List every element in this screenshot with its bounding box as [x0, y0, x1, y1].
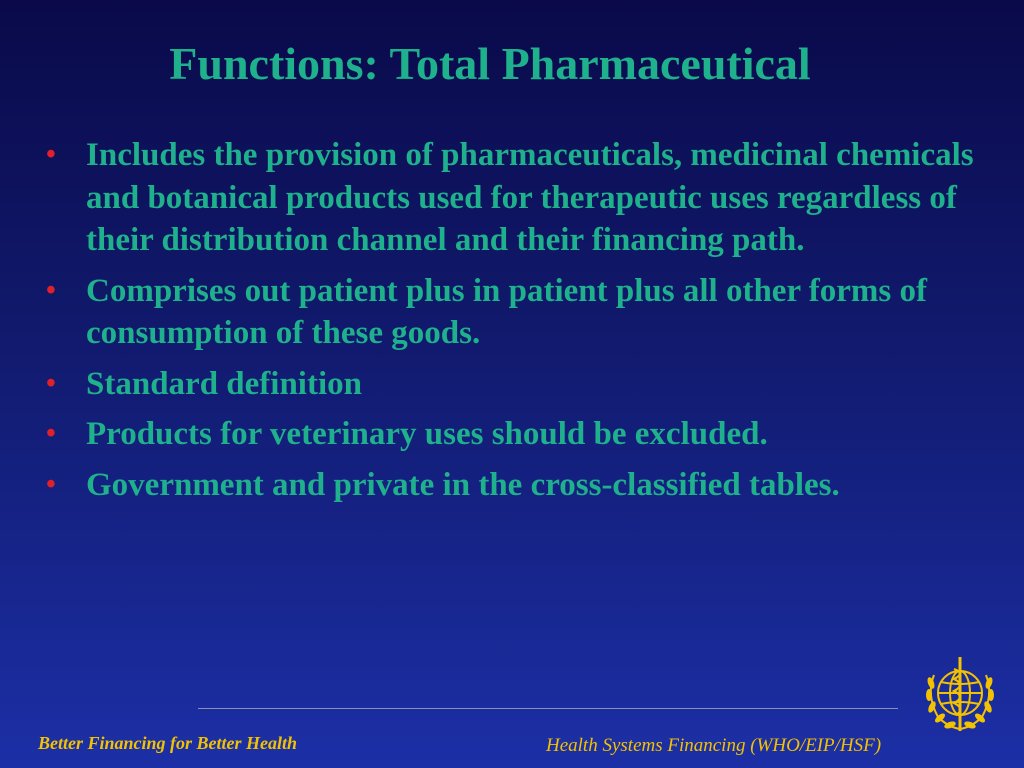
footer-slogan: Better Financing for Better Health: [38, 733, 298, 753]
bullet-marker: •: [46, 274, 56, 306]
bullet-text: Includes the provision of pharmaceuticals, medicinal chemicals and botanical products used for therapeutic uses regardless of their distribution channel and their financing path.: [86, 137, 974, 258]
footer-divider: [198, 708, 898, 709]
bullet-item: [40, 413, 1000, 456]
bullet-marker: •: [46, 418, 56, 449]
bullet-text: Comprises out patient plus in patient plus all other forms of consumption of these goods.: [86, 272, 927, 351]
bullet-marker: •: [46, 468, 56, 500]
footer-department: Health Systems Financing (WHO/EIP/HSF): [546, 735, 882, 756]
bullet-item: [40, 464, 1000, 507]
slide-title: Functions: Total Pharmaceutical: [169, 38, 811, 89]
bullet-list: [40, 134, 1000, 514]
bullet-marker: •: [46, 367, 56, 399]
bullet-item: [40, 270, 1000, 355]
bullet-text: Standard definition: [86, 365, 362, 402]
bullet-item: [40, 363, 1000, 406]
bullet-text: Government and private in the cross-classified tables.: [86, 466, 840, 503]
bullet-item: [40, 134, 1000, 262]
bullet-text: Products for veterinary uses should be excluded.: [86, 416, 768, 452]
who-emblem-icon: [920, 655, 1000, 735]
bullet-marker: •: [46, 139, 56, 170]
